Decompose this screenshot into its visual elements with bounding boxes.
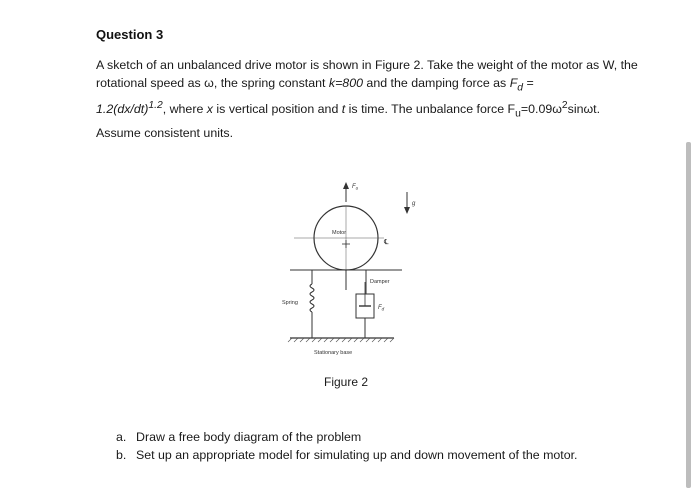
fu-arrowhead xyxy=(343,182,349,189)
spring-label: Spring xyxy=(282,300,298,306)
base-label: Stationary base xyxy=(314,350,353,356)
gravity-arrowhead xyxy=(404,207,410,214)
gravity-label: g xyxy=(412,201,416,207)
question-heading: Question 3 xyxy=(96,27,164,42)
damper-label: Damper xyxy=(370,279,390,285)
fd-label: $F_d$ xyxy=(378,305,385,312)
motor-label: Motor xyxy=(332,230,347,236)
list-marker: b. xyxy=(116,448,127,462)
task-list xyxy=(116,428,578,464)
list-item-text: Draw a free body diagram of the problem xyxy=(136,430,362,444)
motor-figure xyxy=(270,172,450,372)
list-item xyxy=(116,428,578,446)
scrollbar[interactable] xyxy=(686,142,691,488)
question-text: A sketch of an unbalanced drive motor is shown in Figure 2. Take the weight of the motor as W, the rotational speed as ω, the spring constant k=800 and the damping force as $F_d$ = $1.2(dx/dt)^{1.2}$, where x is vertical position and t is time. The unbalance force $F_u=0.09\omega^2\sin\omega t$. Assume consistent units. xyxy=(96,58,638,141)
list-marker: a. xyxy=(116,430,127,444)
spring-coil xyxy=(310,284,314,312)
centerline-symbol: ℄ xyxy=(384,239,389,246)
list-item-text: Set up an appropriate model for simulating up and down movement of the motor. xyxy=(136,448,578,462)
fu-label: $F_u$ xyxy=(352,184,359,191)
base-hatching xyxy=(288,338,394,342)
figure-caption: Figure 2 xyxy=(324,375,369,389)
list-item xyxy=(116,446,578,464)
motor-diagram xyxy=(270,172,450,372)
